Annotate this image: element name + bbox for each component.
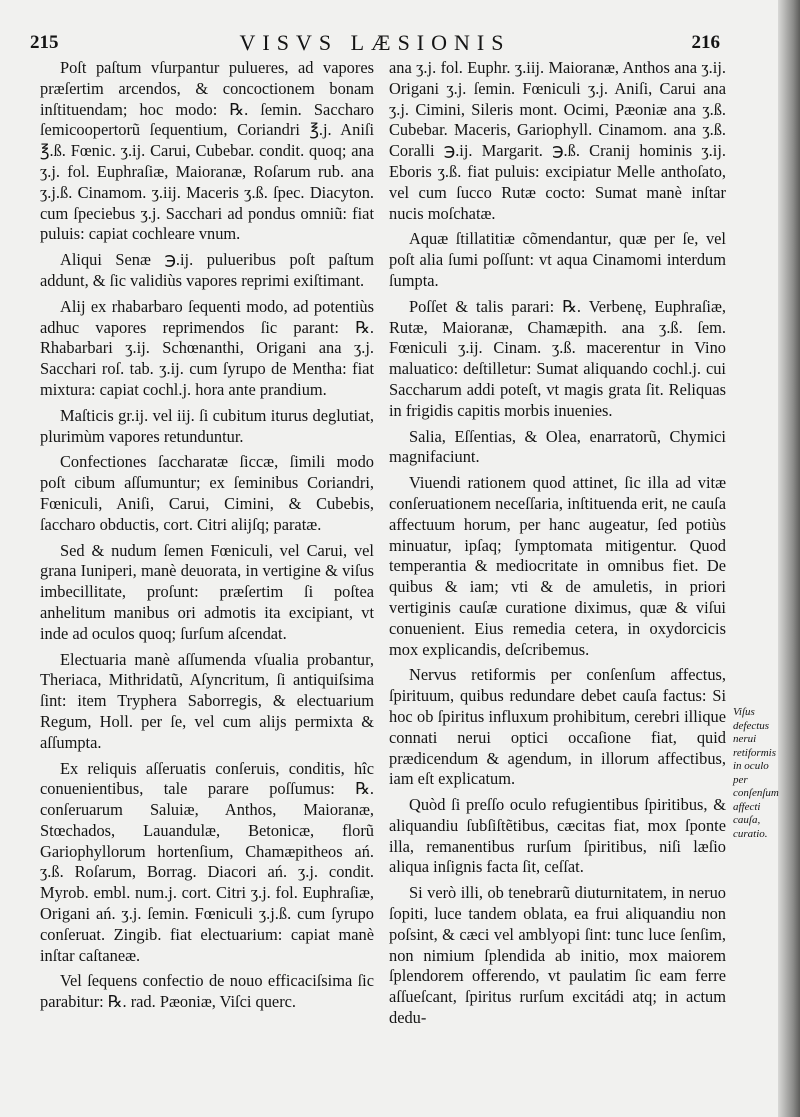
paragraph: Viuendi rationem quod attinet, ſic illa ad vitæ conſeruationem neceſſaria, inſtituenda erit, ne cauſa affectuum horum, per hanc augeatur, ſed potiùs minuatur, ipſaq; ſymptomata mitigentur. Quod temperantia & mediocritate in omnibus fiet. De quibus & iam; vti & de amuletis, in priori vertiginis cauſæ curatione diximus, quæ & viſui conuenient. Eius remedia cetera, in oxydorcicis mox explicandis, deſcribemus. (389, 473, 726, 659)
paragraph: Vel ſequens confectio de nouo efficaciſsima ſic parabitur: ℞. rad. Pæoniæ, Viſci querc. (40, 971, 374, 1012)
paragraph: Si verò illi, ob tenebrarũ diuturnitatem, in neruo ſopiti, luce tandem oblata, ea frui aliquandiu non poſsint, & cæci vel amblyopi ſint: tunc luce ſenſim, non nimium ſplendida ab initio, mox maiorem ſplendorem offerendo, vt paulatim ſic eam ferre aſſueſcant, ſpiritus rurſum excitádi atq; in actum dedu- (389, 883, 726, 1028)
left-column (40, 58, 374, 1018)
page-number-left: 215 (30, 32, 59, 53)
paragraph: Confectiones ſaccharatæ ſiccæ, ſimili modo poſt cibum aſſumuntur; ex ſeminibus Coriandri, Fœniculi, Aniſi, Carui, Cimini, & Cubebis, ſaccharo obductis, cort. Citri alijſq; paratæ. (40, 452, 374, 534)
page-number-right: 216 (691, 32, 720, 53)
paragraph: Maſticis gr.ij. vel iij. ſi cubitum iturus deglutiat, plurimùm vapores retunduntur. (40, 405, 374, 446)
page-header (30, 30, 720, 60)
paragraph: Aquæ ſtillatitiæ cõmendantur, quæ per ſe, vel poſt alia ſumi poſſunt: vt aqua Cinamomi interdum ſumpta. (389, 229, 726, 290)
paragraph: Sed & nudum ſemen Fœniculi, vel Carui, vel grana Iuniperi, manè deuorata, in vertigine & viſus imbecillitate, proſunt: præſertim ſi poſtea anhelitum manibus ori admotis ita excipiant, vt inde ad oculos quoq; ſurſum aſcendat. (40, 540, 374, 643)
paragraph: Ex reliquis aſſeruatis conſeruis, conditis, hîc conuenientibus, tale parare poſſumus: ℞. conſeruarum Saluiæ, Anthos, Maioranæ, Stœchados, Lauandulæ, Betonicæ, florũ Gariophyllorum hortenſium, Chamæpitheos ań. ʒ.ß. Roſarum, Borrag. Diacori ań. ʒ.j. condit. Myrob. embl. num.j. cort. Citri ʒ.j. fol. Euphraſiæ, Origani ań. ʒ.j. ſemin. Fœniculi ʒ.j.ß. cum ſyrupo conſeruat. Zingib. fiat electuarium: capiat manè inſtar caſtaneæ. (40, 758, 374, 965)
right-column (389, 58, 726, 1034)
paragraph: Poſſet & talis parari: ℞. Verbenę, Euphraſiæ, Rutæ, Maioranæ, Chamæpith. ana ʒ.ß. ſem. Fœniculi ʒ.ij. Cinam. ʒ.ß. macerentur in Vino maluatico: deſtilletur: Sumat aliquando cochl.j. cui Saccharum addi poteſt, vt magis grata ſit. Reliquas in frigidis capitis morbis inuenies. (389, 296, 726, 420)
paragraph: Alij ex rhabarbaro ſequenti modo, ad potentiùs adhuc vapores reprimendos ſic parant: ℞. Rhabarbari ʒ.ij. Schœnanthi, Origani ana ʒ.j. Sacchari roſ. tab. ʒ.ij. cum ſyrupo de Mentha: fiat mixtura: capiat cochl.j. hora ante prandium. (40, 296, 374, 399)
marginal-note: Viſus defectus nerui retiformis in oculo per conſenſum affecti cauſa, curatio. (733, 706, 779, 840)
paragraph: Aliqui Senæ ℈.ij. pulueribus poſt paſtum addunt, & ſic validiùs vapores reprimi exiſtimant. (40, 250, 374, 290)
paragraph: Nervus retiformis per conſenſum affectus, ſpirituum, quibus redundare debet cauſa factus: Si hoc ob ſpiritus influxum prohibitum, cerebri illique connati nerui optici occaſione fiat, quid prædicendum & agendum, in illorum affectibus, iam eſt explicatum. (389, 665, 726, 789)
paragraph: Electuaria manè aſſumenda vſualia probantur, Theriaca, Mithridatũ, Aſyncritum, ſi antiquiſsima ſint: item Tryphera Saborregis, & electuarium Regum, Holl. per ſe, vel cum alijs permixta & aſſumpta. (40, 649, 374, 752)
paragraph: Quòd ſi preſſo oculo refugientibus ſpiritibus, & aliquandiu ſubſiſtẽtibus, cæcitas fiat, mox ſponte illa, remanentibus rurſum ſpiritibus, niſi læſio aliqua inſignis facta ſit, ceſſat. (389, 795, 726, 877)
paragraph: ana ʒ.j. fol. Euphr. ʒ.iij. Maioranæ, Anthos ana ʒ.ij. Origani ʒ.j. ſemin. Fœniculi ʒ.j. Aniſi, Carui ana ʒ.j. Cimini, Sileris mont. Ocimi, Pæoniæ ana ʒ.ß. Cubebar. Maceris, Gariophyll. Cinamom. ana ʒ.ß. Coralli ℈.ij. Margarit. ℈.ß. Cranij hominis ʒ.ij. Eboris ʒ.ß. fiat puluis: excipiatur Melle anthoſato, vel cum ſucco Rutæ cocto: Sumat manè inſtar nucis moſchatæ. (389, 58, 726, 223)
paragraph: Salia, Eſſentias, & Olea, enarratorũ, Chymici magnifaciunt. (389, 426, 726, 467)
book-spine-shadow (778, 0, 800, 1117)
paragraph: Poſt paſtum vſurpantur pulueres, ad vapores præſertim arcendos, & concoctionem bonam inſtituendam; hoc modo: ℞. ſemin. Saccharo ſemicoopertorũ ſequentium, Coriandri ℥.j. Aniſi ℥.ß. Fœnic. ʒ.ij. Carui, Cubebar. condit. quoq; ana ʒ.j. fol. Euphraſiæ, Maioranæ, Roſarum rub. ana ʒ.j.ß. Cinamom. ʒ.iij. Maceris ʒ.ß. ſpec. Diacyton. cum ſpeciebus ʒ.j. Sacchari ad pondus omniũ: fiat puluis: capiat cochleare vnum. (40, 58, 374, 244)
running-title: VISVS LÆSIONIS (239, 30, 511, 55)
